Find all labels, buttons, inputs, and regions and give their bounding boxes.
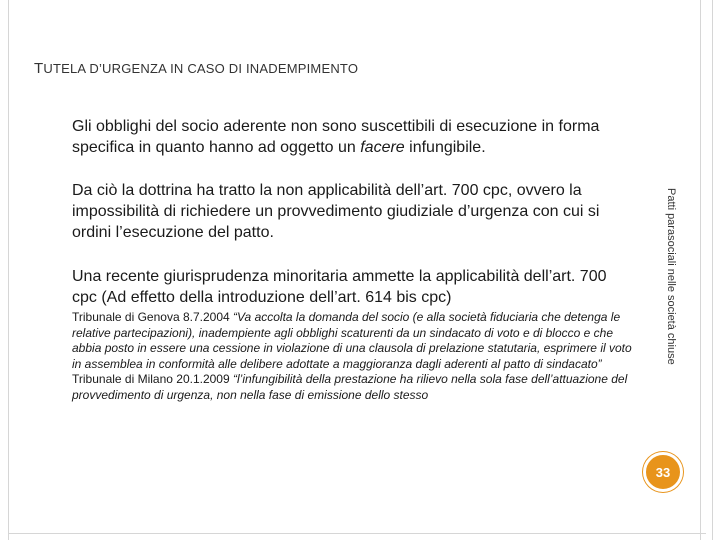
paragraph-1-emphasis: facere [360, 139, 405, 156]
frame-right-outer-line [712, 0, 713, 540]
paragraph-jurisprudence: Una recente giurisprudenza minoritaria ammette la applicabilità dell’art. 700 cpc (Ad effetto della introduzione dell’art. 614 bis cpc) [72, 268, 607, 306]
title-part-1: UTELA D [43, 61, 99, 76]
case-1-court: Tribunale di Genova 8.7.2004 [72, 310, 233, 324]
frame-left-line [8, 0, 9, 540]
side-caption [665, 188, 677, 388]
paragraph-1-text: Gli obblighi del socio aderente non sono suscettibili di esecuzione in forma specifica in quanto hanno ad oggetto un [72, 118, 600, 156]
case-citations [72, 310, 632, 404]
case-2-court: Tribunale di Milano 20.1.2009 [72, 372, 233, 387]
title-initial: T [34, 60, 44, 77]
paragraph-1-tail: infungibile. [404, 139, 486, 156]
case-2-quote: “l’infungibilità della prestazione ha rilievo nella sola fase dell’attuazione del provvedimento di urgenza, non nella fase di emissione dello stesso [72, 372, 628, 402]
slide-title [34, 60, 358, 77]
page-number-badge: 33 [643, 452, 683, 492]
frame-right-line [700, 0, 701, 540]
paragraph-doctrine: Da ciò la dottrina ha tratto la non applicabilità dell’art. 700 cpc, ovvero la impossibilità di richiedere un provvedimento giudiziale d’urgenza con cui si ordini l’esecuzione del patto. [72, 182, 600, 241]
paragraph-obligations [72, 116, 632, 158]
frame-bottom-line [8, 533, 706, 534]
side-caption-text: Patti parasociali nelle società chiuse [665, 188, 677, 365]
case-1-quote: “Va accolta la domanda del socio (e alla società fiduciaria che detenga le relative partecipazioni), inadempiente agli obblighi scaturenti da un sindacato di voto e di blocco e che abbia posto in essere una cessione in violazione di una clausola di prelazione statutaria, esprimere il voto in assemblea in conformità alle delibere adottate a maggioranza dagli aderenti al patto di sindacato” [72, 310, 632, 371]
title-part-2: ’URGENZA IN CASO DI INADEMPIMENTO [98, 61, 359, 76]
